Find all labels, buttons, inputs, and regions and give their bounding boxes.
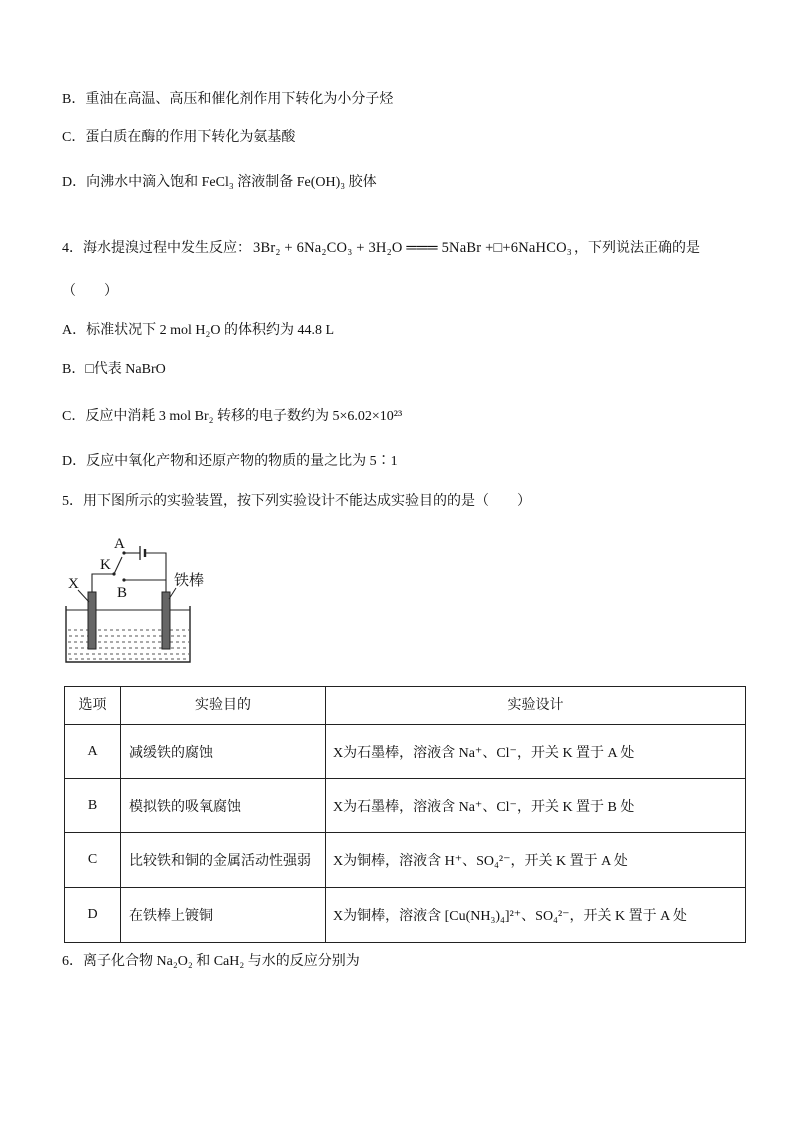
- table-header-row: [65, 687, 746, 725]
- q3-option-d: D．向沸水中滴入饱和 FeCl₃ 溶液制备 Fe(OH)₃ 胶体: [62, 175, 377, 190]
- label-b: B: [117, 585, 128, 601]
- table-row: [65, 888, 746, 943]
- cell-option: D: [65, 888, 121, 943]
- q4-chemical-equation: 3Br₂ + 6Na₂CO₃ + 3H₂O ═══ 5NaBr +□+6NaHCO₃: [253, 240, 573, 256]
- label-x: X: [68, 576, 79, 592]
- leader-x: [78, 590, 89, 602]
- electrochemical-cell-diagram: [60, 530, 220, 670]
- cell-option: C: [65, 833, 121, 888]
- cell-design: X为铜棒，溶液含 [Cu(NH₃)₄]²⁺、SO₄²⁻，开关 K 置于 A 处: [326, 888, 746, 943]
- q4-answer-blank: （ ）: [62, 284, 118, 299]
- cell-purpose: 在铁棒上镀铜: [121, 888, 326, 943]
- q3-option-b: B．重油在高温、高压和催化剂作用下转化为小分子烃: [62, 92, 394, 107]
- q3-option-c: C．蛋白质在酶的作用下转化为氨基酸: [62, 130, 296, 145]
- q4-option-b: B．□代表 NaBrO: [62, 362, 166, 377]
- wire-x: [92, 574, 113, 592]
- header-purpose: 实验目的: [121, 687, 326, 725]
- q4-stem: [62, 238, 700, 258]
- q4-option-c: C．反应中消耗 3 mol Br₂ 转移的电子数约为 5×6.02×10²³: [62, 409, 403, 424]
- cell-design: X为石墨棒，溶液含 Na⁺、Cl⁻，开关 K 置于 A 处: [326, 725, 746, 779]
- cell-design: X为铜棒，溶液含 H⁺、SO₄²⁻，开关 K 置于 A 处: [326, 833, 746, 888]
- q4-stem-start: 4．海水提溴过程中发生反应：: [62, 241, 251, 256]
- electrode-x: [88, 592, 96, 649]
- label-a: A: [114, 536, 125, 552]
- table-row: [65, 779, 746, 833]
- table-row: [65, 725, 746, 779]
- q6-stem: 6．离子化合物 Na₂O₂ 和 CaH₂ 与水的反应分别为: [62, 954, 360, 969]
- switch-blade: [114, 557, 122, 574]
- header-design: 实验设计: [326, 687, 746, 725]
- cell-purpose: 模拟铁的吸氧腐蚀: [121, 779, 326, 833]
- cell-purpose: 减缓铁的腐蚀: [121, 725, 326, 779]
- q4-stem-end: ，下列说法正确的是: [574, 241, 701, 256]
- iron-rod: [162, 592, 170, 649]
- header-option: 选项: [65, 687, 121, 725]
- cell-design: X为石墨棒，溶液含 Na⁺、Cl⁻，开关 K 置于 B 处: [326, 779, 746, 833]
- label-k: K: [100, 557, 111, 573]
- q4-option-a: A．标准状况下 2 mol H₂O 的体积约为 44.8 L: [62, 323, 335, 338]
- table-row: [65, 833, 746, 888]
- cell-option: B: [65, 779, 121, 833]
- solution-liquid: [68, 630, 189, 659]
- experiment-table: [64, 686, 746, 943]
- cell-purpose: 比较铁和铜的金属活动性强弱: [121, 833, 326, 888]
- label-iron-rod: 铁棒: [174, 573, 205, 589]
- wire-battery-to-rod: [145, 553, 166, 592]
- cell-option: A: [65, 725, 121, 779]
- q4-option-d: D．反应中氧化产物和还原产物的物质的量之比为 5∶1: [62, 454, 398, 469]
- q5-stem: 5．用下图所示的实验装置，按下列实验设计不能达成实验目的的是（ ）: [62, 494, 531, 509]
